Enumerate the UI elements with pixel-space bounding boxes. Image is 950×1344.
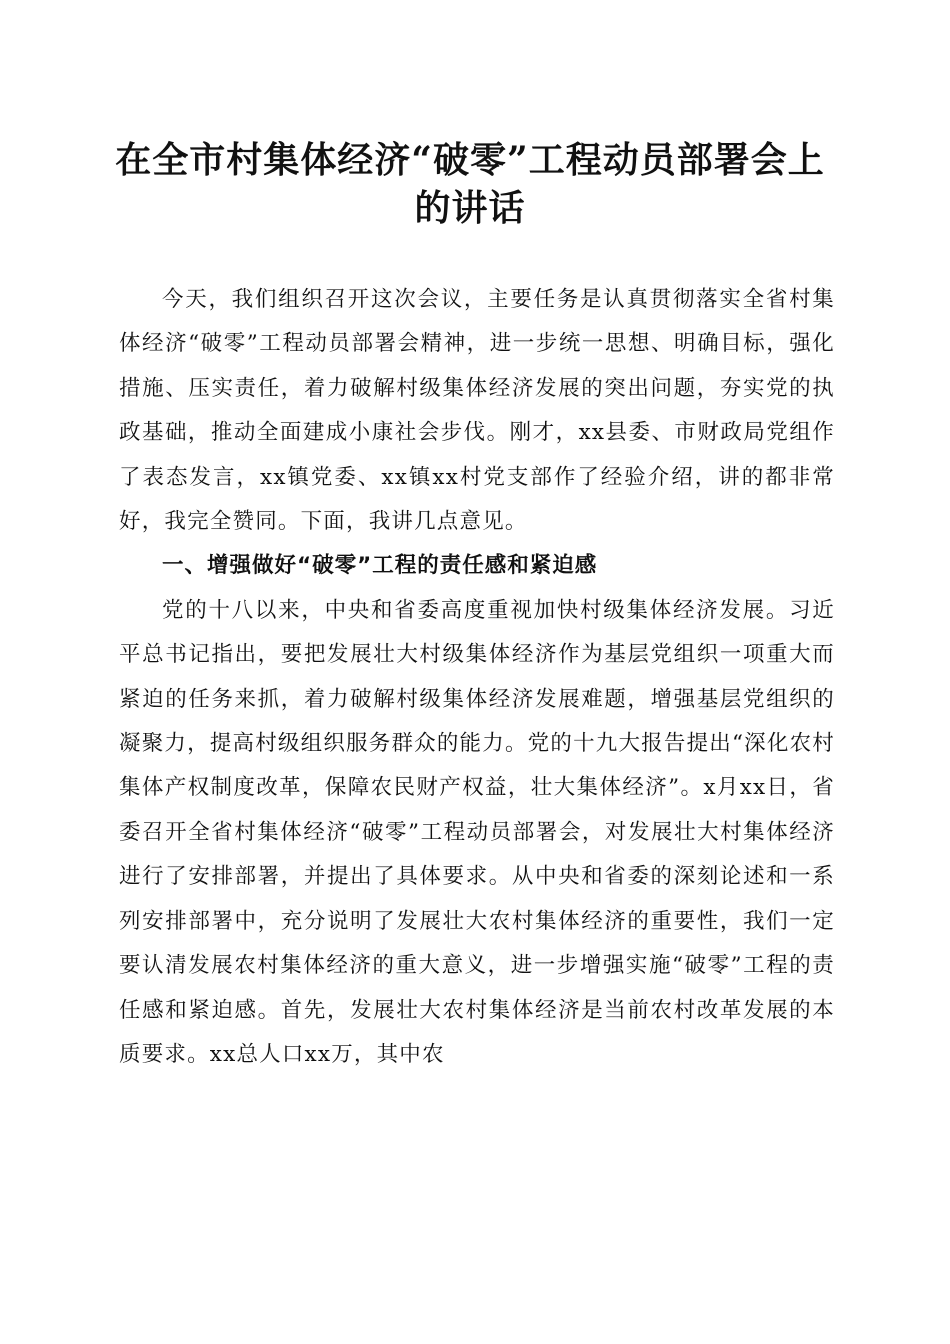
paragraph-intro: 今天，我们组织召开这次会议，主要任务是认真贯彻落实全省村集体经济“破零”工程动员部署会精神，进一步统一思想、明确目标，强化措施、压实责任，着力破解村级集体经济发展的突出问题，夯实党的执政基础，推动全面建成小康社会步伐。刚才，xx县委、市财政局党组作了表态发言，xx镇党委、xx镇xx村党支部作了经验介绍，讲的都非常好，我完全赞同。下面，我讲几点意见。 [119, 287, 835, 535]
title-line-2: 的讲话 [414, 187, 526, 229]
document-title [100, 136, 840, 232]
paragraph-section-1: 党的十八以来，中央和省委高度重视加快村级集体经济发展。习近平总书记指出，要把发展壮大村级集体经济作为基层党组织一项重大而紧迫的任务来抓，着力破解村级集体经济发展难题，增强基层党组织的凝聚力，提高村级组织服务群众的能力。党的十九大报告提出“深化农村集体产权制度改革，保障农民财产权益，壮大集体经济”。x月xx日，省委召开全省村集体经济“破零”工程动员部署会，对发展壮大村集体经济进行了安排部署，并提出了具体要求。从中央和省委的深刻论述和一系列安排部署中，充分说明了发展壮大农村集体经济的重要性，我们一定要认清发展农村集体经济的重大意义，进一步增强实施“破零”工程的责任感和紧迫感。首先，发展壮大农村集体经济是当前农村改革发展的本质要求。xx总人口xx万，其中农 [119, 597, 835, 1067]
title-line-1: 在全市村集体经济“破零”工程动员部署会上 [115, 139, 825, 181]
document-body [119, 278, 835, 1077]
section-heading-1: 一、增强做好“破零”工程的责任感和紧迫感 [162, 553, 598, 579]
